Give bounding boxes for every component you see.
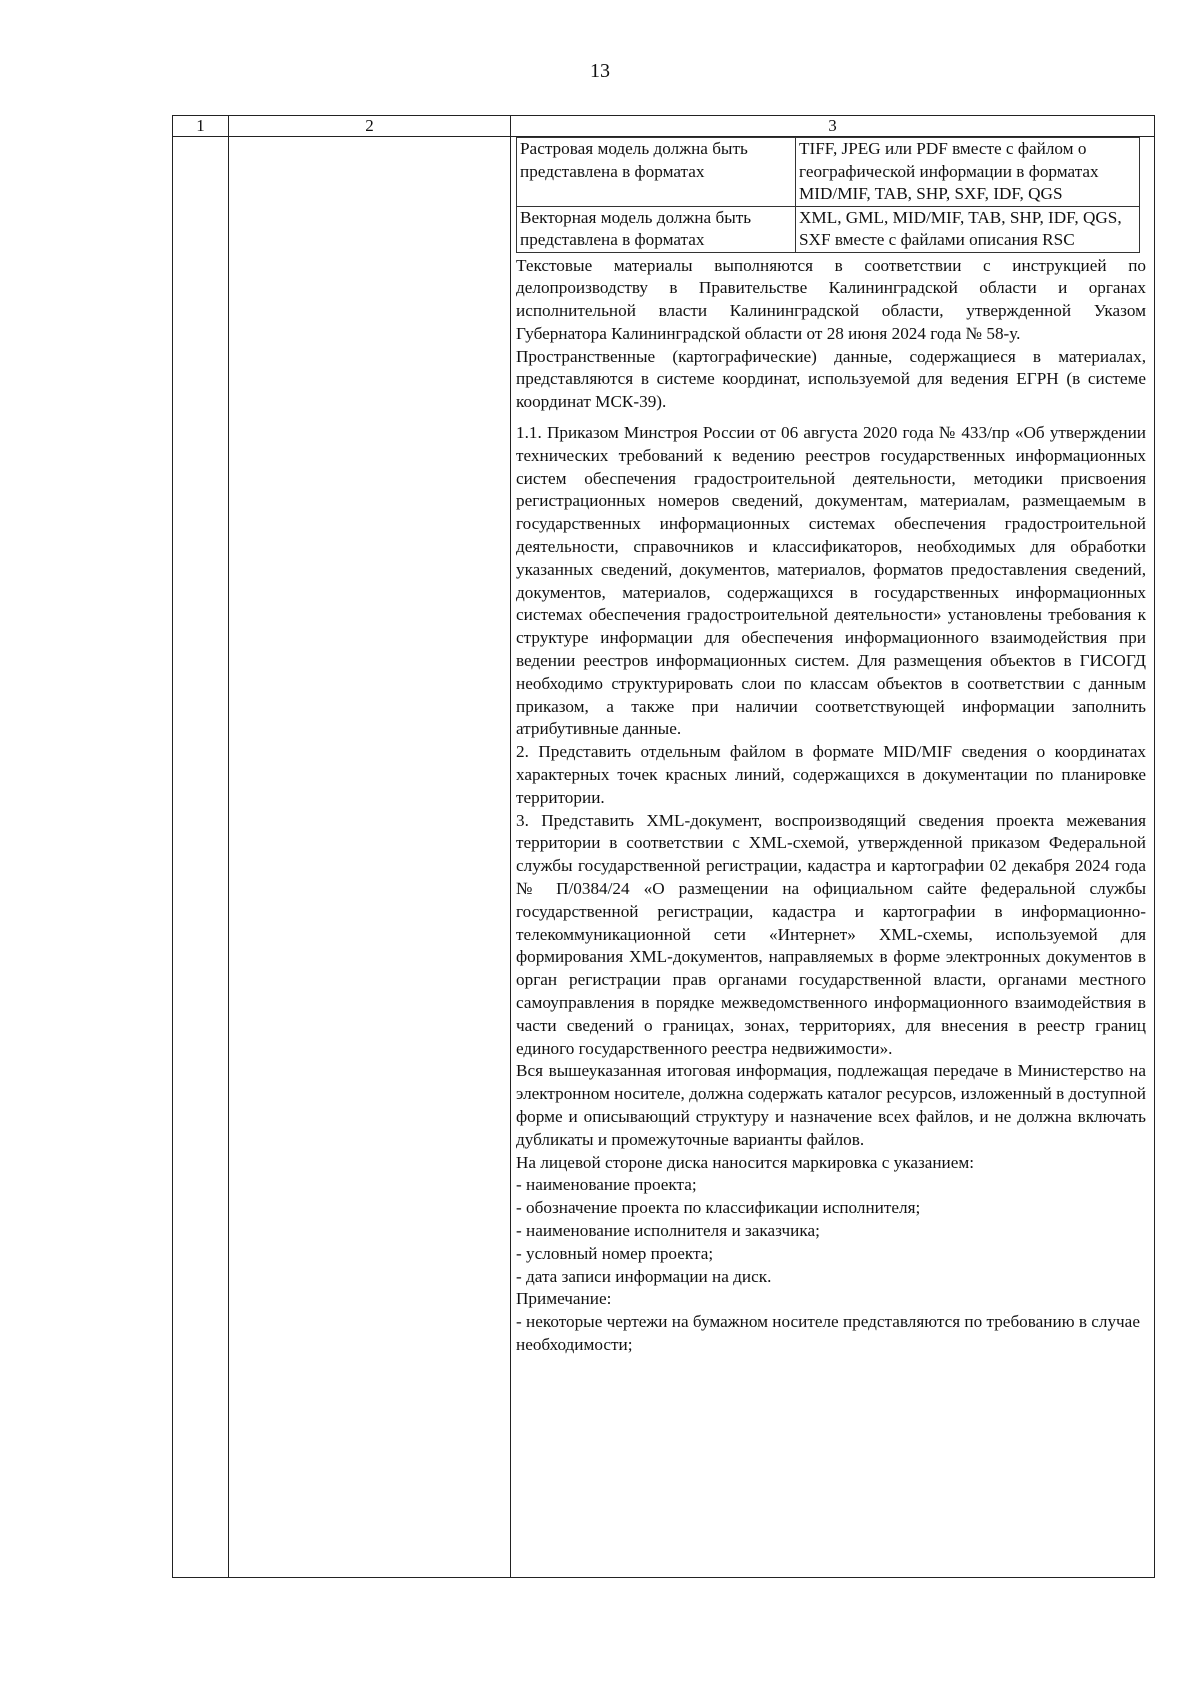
list-item: - наименование проекта; <box>516 1175 697 1195</box>
format-label: Векторная модель должна быть представлена в форматах <box>517 206 796 252</box>
format-row-raster <box>517 138 1140 207</box>
column-3-content <box>516 137 1146 1357</box>
paragraph: 1.1. Приказом Минстроя России от 06 августа 2020 года № 433/пр «Об утверждении технических требований к ведению реестров государственных информационных систем обеспечения градостроительной деятельности, методики присвоения регистрационных номеров сведений, документам, материалам, размещаемым в государственных информационных системах обеспечения градостроительной деятельности, справочников и классификаторов, необходимых для обработки указанных сведений, документов, материалов, форматов предоставления сведений, документов, материалов, содержащихся в государственных информационных системах обеспечения градостроительной деятельности» установлены требования к структуре информации для обеспечения информационного взаимодействия при ведении реестров информационных систем. Для размещения объектов в ГИСОГД необходимо структурировать слои по классам объектов в соответствии с данным приказом, а также при наличии соответствующей информации заполнить атрибутивные данные. <box>516 423 1146 739</box>
text-block-2 <box>516 422 1146 1357</box>
paragraph: Вся вышеуказанная итоговая информация, подлежащая передаче в Министерство на электронном носителе, должна содержать каталог ресурсов, изложенный в доступной форме и описывающий структуру и назначение всех файлов, и не должна включать дубликаты и промежуточные варианты файлов. <box>516 1061 1146 1149</box>
requirements-table <box>172 115 1155 1578</box>
format-label: Растровая модель должна быть представлена в форматах <box>517 138 796 207</box>
paragraph: Пространственные (картографические) данные, содержащиеся в материалах, представляются в системе координат, используемой для ведения ЕГРН (в системе координат МСК-39). <box>516 346 1146 412</box>
column-divider <box>228 116 229 1577</box>
column-divider <box>510 116 511 1577</box>
paragraph: 2. Представить отдельным файлом в формате MID/MIF сведения о координатах характерных точек красных линий, содержащихся в документации по планировке территории. <box>516 742 1146 807</box>
format-value: TIFF, JPEG или PDF вместе с файлом о географической информации в форматах MID/MIF, TAB, SHP, SXF, IDF, QGS <box>796 138 1140 207</box>
column-header-1: 1 <box>196 116 205 135</box>
paragraph: 3. Представить XML-документ, воспроизводящий сведения проекта межевания территории в соответствии с XML-схемой, утвержденной приказом Федеральной службы государственной регистрации, кадастра и картографии 02 декабря 2024 года № П/0384/24 «О размещении на официальном сайте федеральной службы государственной регистрации, кадастра и картографии в информационно-телекоммуникационной сети «Интернет» XML-схемы, используемой для формирования XML-документов, направляемых в форме электронных документов в орган регистрации прав органами государственной власти, органами местного самоуправления в порядке межведомственного информационного взаимодействия в части сведений о границах, зонах, территориях, для внесения в реестр границ единого государственного реестра недвижимости». <box>516 810 1146 1058</box>
text-block-1 <box>516 255 1146 415</box>
paragraph: Текстовые материалы выполняются в соответствии с инструкцией по делопроизводству в Правительстве Калининградской области и органах исполнительной власти Калининградской области, утвержденной Указом Губернатора Калининградской области от 28 июня 2024 года № 58-у. <box>516 255 1146 343</box>
format-value: XML, GML, MID/MIF, TAB, SHP, IDF, QGS, SXF вместе с файлами описания RSC <box>796 206 1140 252</box>
list-item: - дата записи информации на диск. <box>516 1266 772 1286</box>
format-table <box>516 137 1140 253</box>
list-item: - условный номер проекта; <box>516 1243 714 1263</box>
marking-intro: На лицевой стороне диска наносится маркировка с указанием: <box>516 1152 975 1172</box>
list-item: - наименование исполнителя и заказчика; <box>516 1220 820 1240</box>
format-row-vector <box>517 206 1140 252</box>
page-number: 13 <box>590 60 610 82</box>
list-item: - обозначение проекта по классификации исполнителя; <box>516 1198 921 1218</box>
column-header-3: 3 <box>828 116 837 135</box>
column-header-2: 2 <box>365 116 374 135</box>
note-item: - некоторые чертежи на бумажном носителе представляются по требованию в случае необходимости; <box>516 1312 1140 1354</box>
note-label: Примечание: <box>516 1289 612 1309</box>
